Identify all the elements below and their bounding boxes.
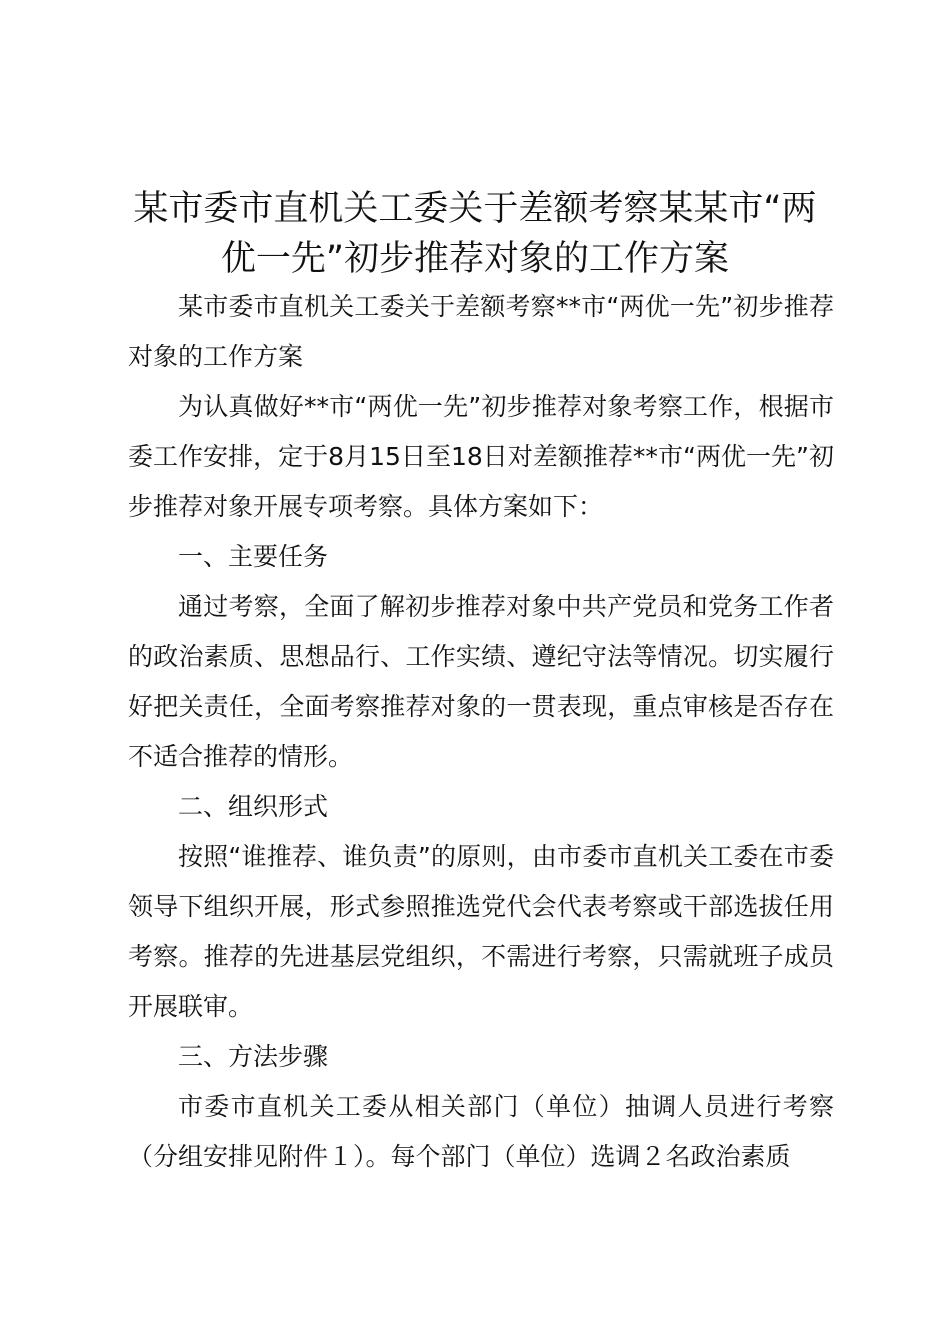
intro-paragraph: 为认真做好**市“两优一先”初步推荐对象考察工作，根据市委工作安排，定于8月15日至18日对差额推荐**市“两优一先”初步推荐对象开展专项考察。具体方案如下：: [128, 392, 834, 521]
section-heading-organization: 二、组织形式: [178, 792, 329, 821]
section-heading-methods: 三、方法步骤: [178, 1042, 329, 1071]
organization-paragraph: 按照“谁推荐、谁负责”的原则，由市委市直机关工委在市委领导下组织开展，形式参照推选党代会代表考察或干部选拔任用考察。推荐的先进基层党组织，不需进行考察，只需就班子成员开展联审。: [128, 842, 834, 1021]
subtitle-paragraph: 某市委市直机关工委关于差额考察**市“两优一先”初步推荐对象的工作方案: [128, 292, 834, 371]
main-tasks-paragraph: 通过考察，全面了解初步推荐对象中共产党员和党务工作者的政治素质、思想品行、工作实绩、遵纪守法等情况。切实履行好把关责任，全面考察推荐对象的一贯表现，重点审核是否存在不适合推荐的情形。: [128, 592, 834, 771]
methods-paragraph: 市委市直机关工委从相关部门（单位）抽调人员进行考察（分组安排见附件１）。每个部门（单位）选调２名政治素质: [128, 1092, 834, 1171]
document-title: 某市委市直机关工委关于差额考察某某市“两优一先”初步推荐对象的工作方案: [133, 189, 817, 279]
document-body: [128, 282, 834, 1182]
section-heading-main-tasks: 一、主要任务: [178, 542, 329, 571]
